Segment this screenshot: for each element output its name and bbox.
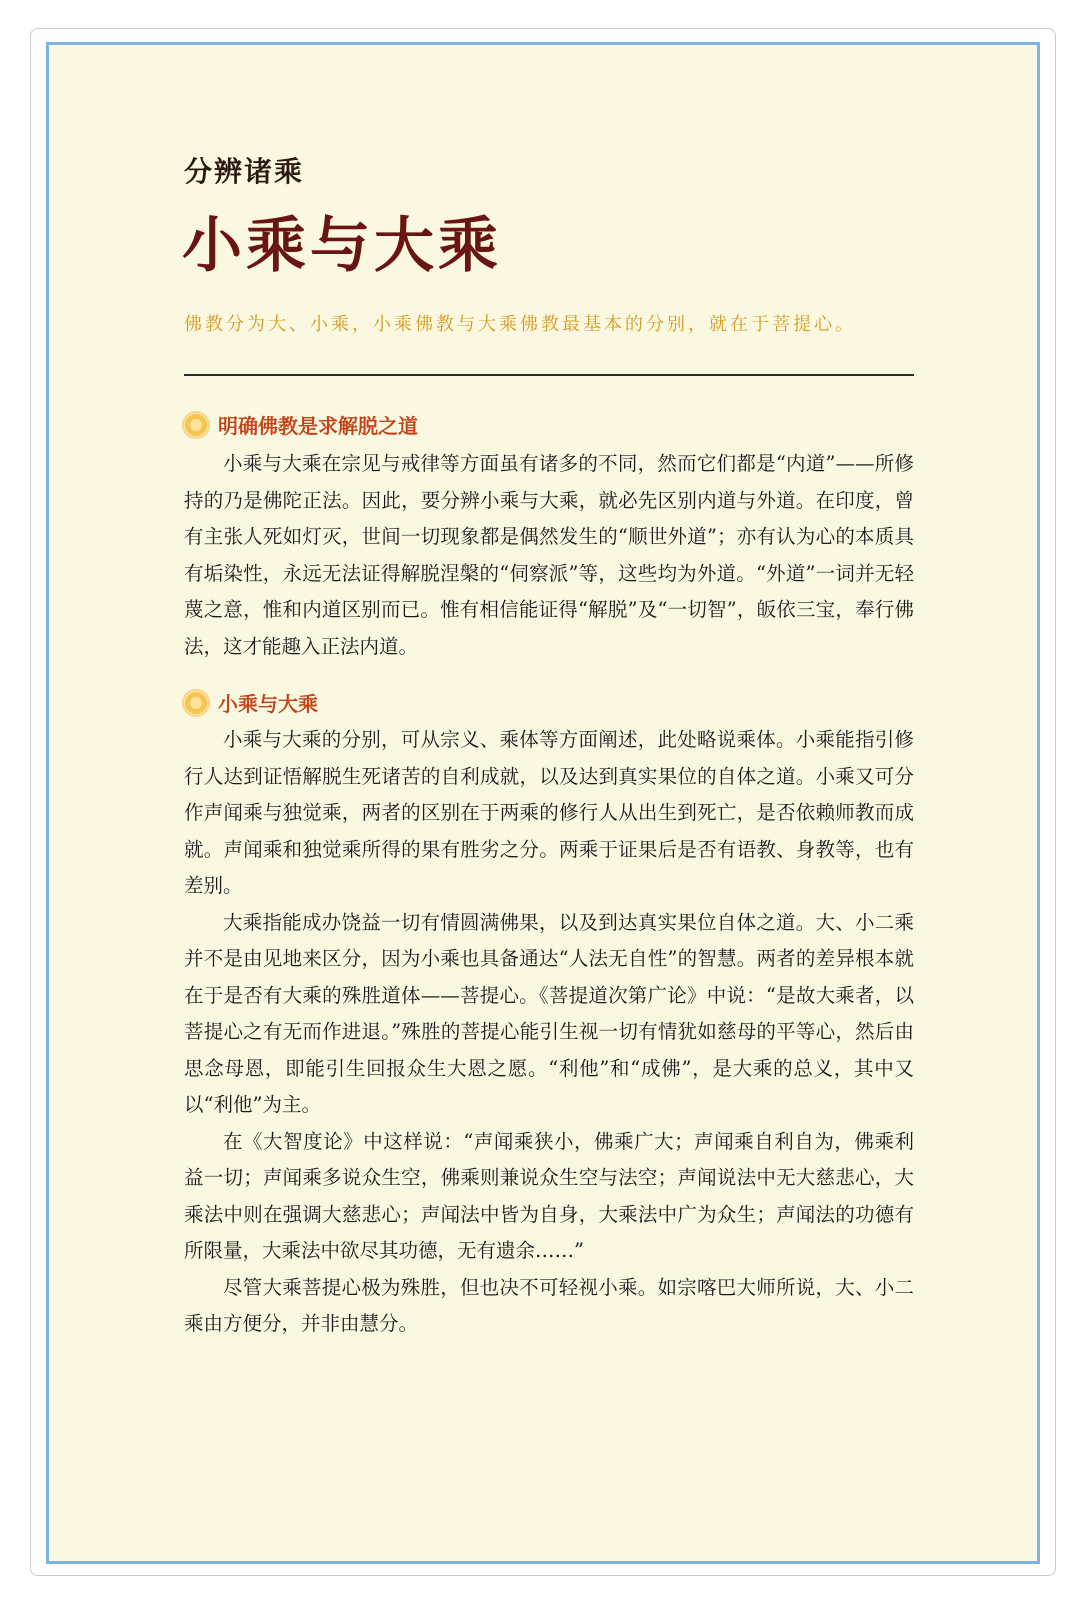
section-heading-1 [182, 410, 418, 439]
lotus-icon [182, 689, 210, 717]
section-body-1 [184, 446, 914, 665]
paragraph: 小乘与大乘的分别，可从宗义、乘体等方面阐述，此处略说乘体。小乘能指引修行人达到证悟解脱生死诸苦的自利成就，以及达到真实果位的自体之道。小乘又可分作声闻乘与独觉乘，两者的区别在于两乘的修行人从出生到死亡，是否依赖师教而成就。声闻乘和独觉乘所得的果有胜劣之分。两乘于证果后是否有语教、身教等，也有差别。 [184, 728, 914, 897]
paragraph: 尽管大乘菩提心极为殊胜，但也决不可轻视小乘。如宗喀巴大师所说，大、小二乘由方便分，并非由慧分。 [184, 1275, 914, 1335]
section-label: 小乘与大乘 [218, 692, 318, 716]
paragraph: 大乘指能成办饶益一切有情圆满佛果，以及到达真实果位自体之道。大、小二乘并不是由见地来区分，因为小乘也具备通达“人法无自性”的智慧。两者的差异根本就在于是否有大乘的殊胜道体——菩提心。《菩提道次第广论》中说：“是故大乘者，以菩提心之有无而作进退。”殊胜的菩提心能引生视一切有情犹如慈母的平等心，然后由思念母恩，即能引生回报众生大恩之愿。“利他”和“成佛”，是大乘的总义，其中又以“利他”为主。 [184, 910, 914, 1116]
section-heading-2 [182, 688, 318, 717]
divider [184, 374, 914, 376]
lotus-icon [182, 411, 210, 439]
page-title: 小乘与大乘 [182, 211, 502, 281]
section-label: 明确佛教是求解脱之道 [218, 414, 418, 438]
page-kicker: 分辨诸乘 [184, 155, 305, 188]
paragraph: 小乘与大乘在宗见与戒律等方面虽有诸多的不同，然而它们都是“内道”——所修持的乃是佛陀正法。因此，要分辨小乘与大乘，就必先区别内道与外道。在印度，曾有主张人死如灯灭，世间一切现象都是偶然发生的“顺世外道”；亦有认为心的本质具有垢染性，永远无法证得解脱涅槃的“伺察派”等，这些均为外道。“外道”一词并无轻蔑之意，惟和内道区别而已。惟有相信能证得“解脱”及“一切智”，皈依三宝，奉行佛法，这才能趣入正法内道。 [184, 452, 914, 658]
section-body-2 [184, 722, 914, 1343]
lead-text: 佛教分为大、小乘，小乘佛教与大乘佛教最基本的分别，就在于菩提心。 [184, 314, 856, 335]
paragraph: 在《大智度论》中这样说：“声闻乘狭小，佛乘广大；声闻乘自利自为，佛乘利益一切；声闻乘多说众生空，佛乘则兼说众生空与法空；声闻说法中无大慈悲心，大乘法中则在强调大慈悲心；声闻法中皆为自身，大乘法中广为众生；声闻法的功德有所限量，大乘法中欲尽其功德，无有遗余……” [184, 1129, 914, 1262]
